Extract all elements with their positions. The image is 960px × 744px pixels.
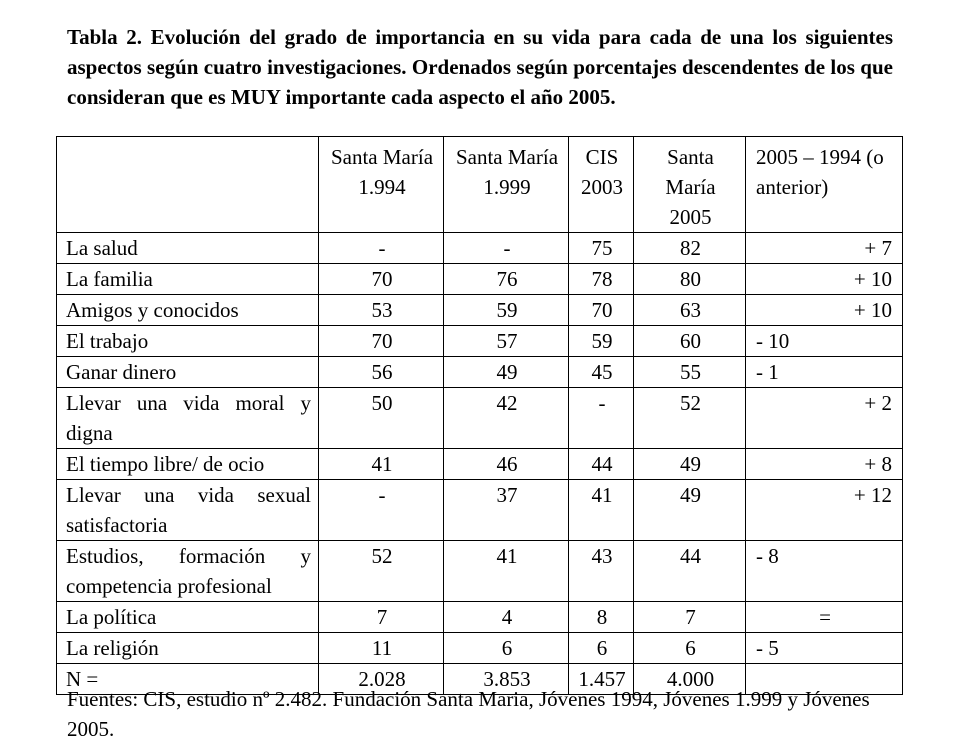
cell-v3: 78 [569,264,634,295]
cell-v1: - [319,233,444,264]
cell-v3: 41 [569,480,634,541]
row-label: Llevar una vida moral y digna [57,388,319,449]
cell-v2: 57 [444,326,569,357]
cell-v2: - [444,233,569,264]
cell-v4: 80 [634,264,746,295]
cell-v3: 43 [569,541,634,602]
cell-v3: 8 [569,602,634,633]
row-label: La religión [57,633,319,664]
cell-v1: 70 [319,264,444,295]
cell-v2: 46 [444,449,569,480]
cell-difference: - 5 [746,633,903,664]
cell-v4: 49 [634,449,746,480]
row-label: El tiempo libre/ de ocio [57,449,319,480]
cell-difference: + 7 [746,233,903,264]
table-row [57,480,903,541]
cell-difference: + 12 [746,480,903,541]
cell-v3: - [569,388,634,449]
table-row [57,233,903,264]
cell-v4: 55 [634,357,746,388]
importance-table [56,136,903,695]
table-row [57,357,903,388]
cell-v1: 7 [319,602,444,633]
cell-v1: 41 [319,449,444,480]
row-label: El trabajo [57,326,319,357]
table-row [57,541,903,602]
header-aspect [57,137,319,233]
cell-v3: 44 [569,449,634,480]
cell-difference: + 8 [746,449,903,480]
row-label: La familia [57,264,319,295]
row-label: La salud [57,233,319,264]
cell-v4: 63 [634,295,746,326]
cell-v1: 50 [319,388,444,449]
table-caption: Tabla 2. Evolución del grado de importancia en su vida para cada de una los siguientes aspectos según cuatro investigaciones. Ordenados según porcentajes descendentes de los que consideran que es MUY importante cada aspecto el año 2005. [67,25,893,109]
cell-v3: 75 [569,233,634,264]
cell-v4: 82 [634,233,746,264]
cell-v2: 49 [444,357,569,388]
cell-difference: + 10 [746,264,903,295]
table-row [57,264,903,295]
row-label: La política [57,602,319,633]
cell-v1: 53 [319,295,444,326]
cell-v4: 49 [634,480,746,541]
cell-v2: 3.853 [444,664,569,695]
row-label: N = [57,664,319,695]
cell-v2: 4 [444,602,569,633]
table-row [57,633,903,664]
table-header-row [57,137,903,233]
header-santa-maria-1994: Santa María 1.994 [319,137,444,233]
table-row [57,388,903,449]
table-row [57,602,903,633]
cell-v1: 2.028 [319,664,444,695]
cell-difference: = [746,602,903,633]
header-difference: 2005 – 1994 (o anterior) [746,137,903,233]
cell-v1: 11 [319,633,444,664]
header-santa-maria-1999: Santa María 1.999 [444,137,569,233]
cell-v3: 1.457 [569,664,634,695]
cell-difference: - 1 [746,357,903,388]
table-row [57,326,903,357]
table-row [57,295,903,326]
table-row [57,449,903,480]
cell-difference: - 8 [746,541,903,602]
cell-v1: 70 [319,326,444,357]
cell-v3: 70 [569,295,634,326]
header-santa-maria-2005: Santa María 2005 [634,137,746,233]
header-cis-2003: CIS 2003 [569,137,634,233]
cell-v2: 37 [444,480,569,541]
cell-v1: 56 [319,357,444,388]
table-body [57,233,903,695]
cell-difference: + 10 [746,295,903,326]
cell-v4: 44 [634,541,746,602]
cell-v4: 4.000 [634,664,746,695]
cell-v2: 6 [444,633,569,664]
row-label: Llevar una vida sexual satisfactoria [57,480,319,541]
cell-difference: - 10 [746,326,903,357]
cell-v2: 76 [444,264,569,295]
cell-v2: 42 [444,388,569,449]
cell-difference: + 2 [746,388,903,449]
cell-v3: 6 [569,633,634,664]
sources-note: Fuentes: CIS, estudio nº 2.482. Fundación Santa Maria, Jóvenes 1994, Jóvenes 1.999 y Jóvenes 2005. [67,687,870,741]
cell-v3: 45 [569,357,634,388]
cell-v3: 59 [569,326,634,357]
row-label: Ganar dinero [57,357,319,388]
row-label: Estudios, formación y competencia profesional [57,541,319,602]
cell-v2: 41 [444,541,569,602]
cell-v2: 59 [444,295,569,326]
cell-v1: 52 [319,541,444,602]
cell-v4: 60 [634,326,746,357]
row-label: Amigos y conocidos [57,295,319,326]
cell-v1: - [319,480,444,541]
cell-v4: 6 [634,633,746,664]
cell-v4: 7 [634,602,746,633]
cell-v4: 52 [634,388,746,449]
